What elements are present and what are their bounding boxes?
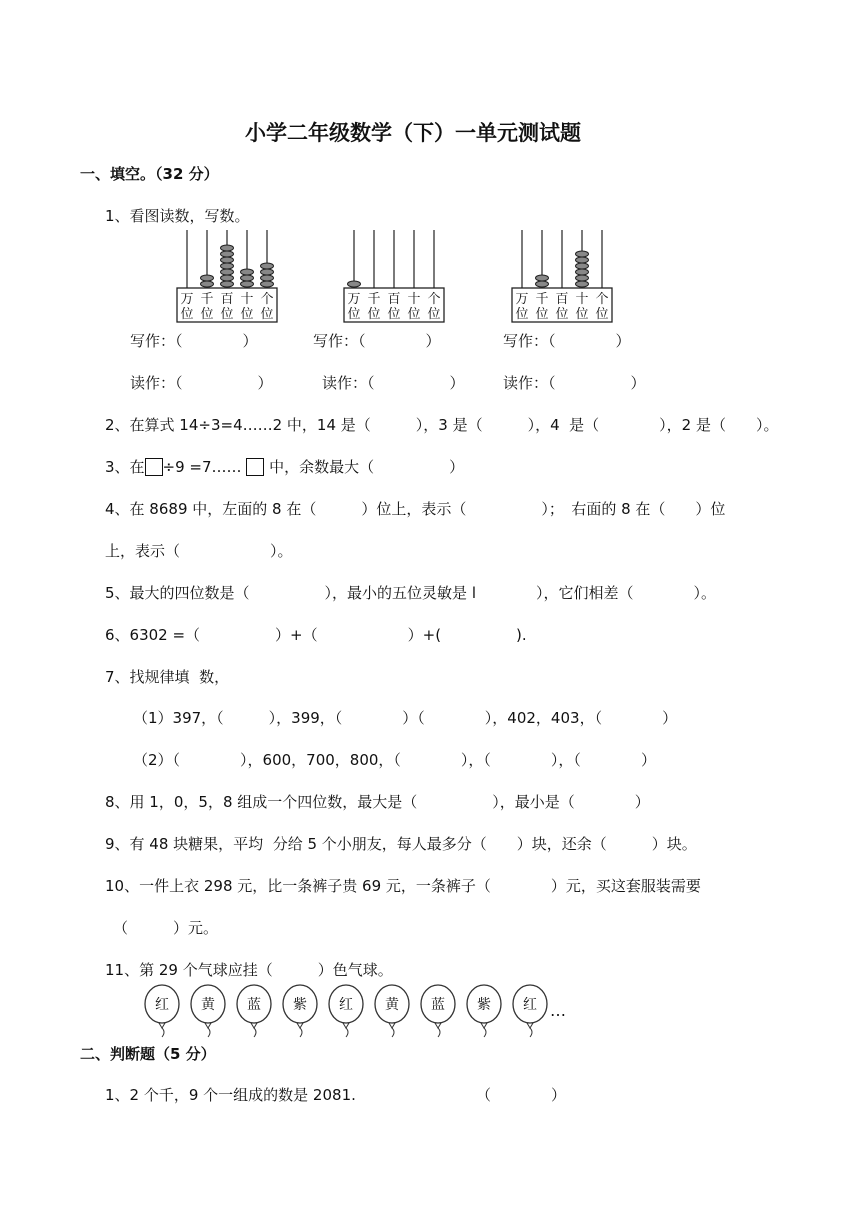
place-label-bottom: 位 [575,307,589,322]
write-answer-3: 写作：（ ） [503,332,631,350]
abacus-bead [221,245,234,251]
section-heading-judgement: 二、判断题（5 分） [80,1045,216,1063]
abacus-2 [337,226,447,326]
balloon-color-label: 红 [523,997,537,1013]
place-label-bottom: 位 [387,307,401,322]
balloon-color-label: 紫 [477,997,491,1013]
question-3-start: 3、在 [105,458,145,476]
abacus-bead [576,251,589,257]
question-1-label: 1、看图读数，写数。 [105,207,250,225]
abacus-bead [241,275,254,281]
place-label-bottom: 位 [427,307,441,322]
place-label-top: 万 [515,292,529,307]
balloon-knot [527,1023,533,1028]
place-label-bottom: 位 [200,307,214,322]
abacus-bead [201,281,214,287]
abacus-bead [576,269,589,275]
balloon-row [140,982,580,1038]
balloon-string [208,1028,210,1037]
abacus-bead [536,275,549,281]
balloon-knot [389,1023,395,1028]
place-label-bottom: 位 [180,307,194,322]
question-3 [105,457,464,477]
abacus-bead [221,257,234,263]
balloon-knot [435,1023,441,1028]
question-2: 2、在算式 14÷3=4……2 中，14 是（ ），3 是（ ），4 是（ ），2 是（ ）。 [105,416,779,434]
place-label-bottom: 位 [240,307,254,322]
abacus-1 [170,226,280,326]
balloon-string [346,1028,348,1037]
balloon-string [254,1028,256,1037]
abacus-bead [576,257,589,263]
abacus-bead [348,281,361,287]
question-6: 6、6302 =（ ）+（ ）+( ). [105,626,527,644]
question-7-2: （2）（ ），600，700，800，（ ），（ ），（ ） [133,751,656,769]
abacus-bead [221,251,234,257]
read-answer-3: 读作：（ ） [503,374,646,392]
abacus-bead [221,275,234,281]
place-label-bottom: 位 [347,307,361,322]
abacus-bead [241,281,254,287]
place-label-bottom: 位 [515,307,529,322]
balloon-knot [159,1023,165,1028]
blank-box [145,458,163,476]
balloon-string [162,1028,164,1037]
question-5: 5、最大的四位数是（ ），最小的五位灵敏是 l ），它们相差（ ）。 [105,584,716,602]
balloon-string [300,1028,302,1037]
place-label-bottom: 位 [555,307,569,322]
place-label-bottom: 位 [407,307,421,322]
write-answer-2: 写作：（ ） [313,332,441,350]
blank-box [246,458,264,476]
abacus-bead [261,281,274,287]
question-11: 11、第 29 个气球应挂（ ）色气球。 [105,961,393,979]
abacus-bead [241,269,254,275]
read-answer-1: 读作：（ ） [130,374,273,392]
balloon-color-label: 红 [339,997,353,1013]
abacus-3 [505,226,615,326]
place-label-top: 百 [220,292,234,307]
balloon-knot [297,1023,303,1028]
balloon-color-label: 紫 [293,997,307,1013]
abacus-bead [576,281,589,287]
judgement-1: 1、2 个千，9 个一组成的数是 2081. [105,1086,356,1104]
place-label-top: 十 [407,292,421,307]
place-label-top: 万 [180,292,194,307]
place-label-bottom: 位 [535,307,549,322]
read-answer-2: 读作：（ ） [322,374,465,392]
abacus-bead [261,269,274,275]
abacus-bead [221,281,234,287]
page-title: 小学二年级数学（下）一单元测试题 [245,121,581,145]
abacus-bead [261,275,274,281]
abacus-bead [576,263,589,269]
abacus-bead [576,275,589,281]
judgement-1-paren: （ ） [476,1086,567,1104]
place-label-top: 万 [347,292,361,307]
balloon-string [530,1028,532,1037]
write-answer-1: 写作：（ ） [130,332,258,350]
balloon-knot [343,1023,349,1028]
abacus-bead [201,275,214,281]
balloon-string [392,1028,394,1037]
balloon-color-label: 红 [155,997,169,1013]
balloon-ellipsis: … [550,1001,566,1020]
section-heading-fill-in: 一、填空。（32 分） [80,165,219,183]
question-10-line-2: （ ）元。 [113,919,219,937]
place-label-bottom: 位 [595,307,609,322]
place-label-bottom: 位 [260,307,274,322]
balloon-color-label: 蓝 [431,997,445,1013]
abacus-bead [221,263,234,269]
place-label-top: 十 [575,292,589,307]
question-8: 8、用 1，0，5，8 组成一个四位数，最大是（ ），最小是（ ） [105,793,650,811]
balloon-color-label: 黄 [201,997,215,1013]
place-label-top: 千 [367,292,381,307]
abacus-bead [536,281,549,287]
place-label-top: 个 [260,292,274,307]
place-label-top: 百 [387,292,401,307]
abacus-bead [261,263,274,269]
question-7-1: （1）397，（ ），399，（ ）（ ），402，403，（ ） [133,709,678,727]
place-label-top: 个 [427,292,441,307]
question-10-line-1: 10、一件上衣 298 元，比一条裤子贵 69 元，一条裤子（ ）元，买这套服装需要 [105,877,701,895]
question-4-line-1: 4、在 8689 中，左面的 8 在（ ）位上，表示（ ）； 右面的 8 在（ ）位 [105,500,726,518]
question-9: 9、有 48 块糖果，平均 分给 5 个小朋友，每人最多分（ ）块，还余（ ）块。 [105,835,697,853]
balloon-color-label: 蓝 [247,997,261,1013]
question-4-line-2: 上，表示（ ）。 [105,542,293,560]
abacus-bead [221,269,234,275]
place-label-top: 十 [240,292,254,307]
balloon-knot [205,1023,211,1028]
balloon-string [438,1028,440,1037]
question-3-end: 中，余数最大（ ） [269,458,465,476]
question-3-middle: ÷9 =7…… [162,458,242,476]
balloon-knot [251,1023,257,1028]
place-label-top: 千 [535,292,549,307]
question-7: 7、找规律填 数， [105,668,230,686]
place-label-top: 百 [555,292,569,307]
place-label-bottom: 位 [367,307,381,322]
place-label-bottom: 位 [220,307,234,322]
balloon-color-label: 黄 [385,997,399,1013]
balloon-knot [481,1023,487,1028]
place-label-top: 个 [595,292,609,307]
balloon-string [484,1028,486,1037]
place-label-top: 千 [200,292,214,307]
